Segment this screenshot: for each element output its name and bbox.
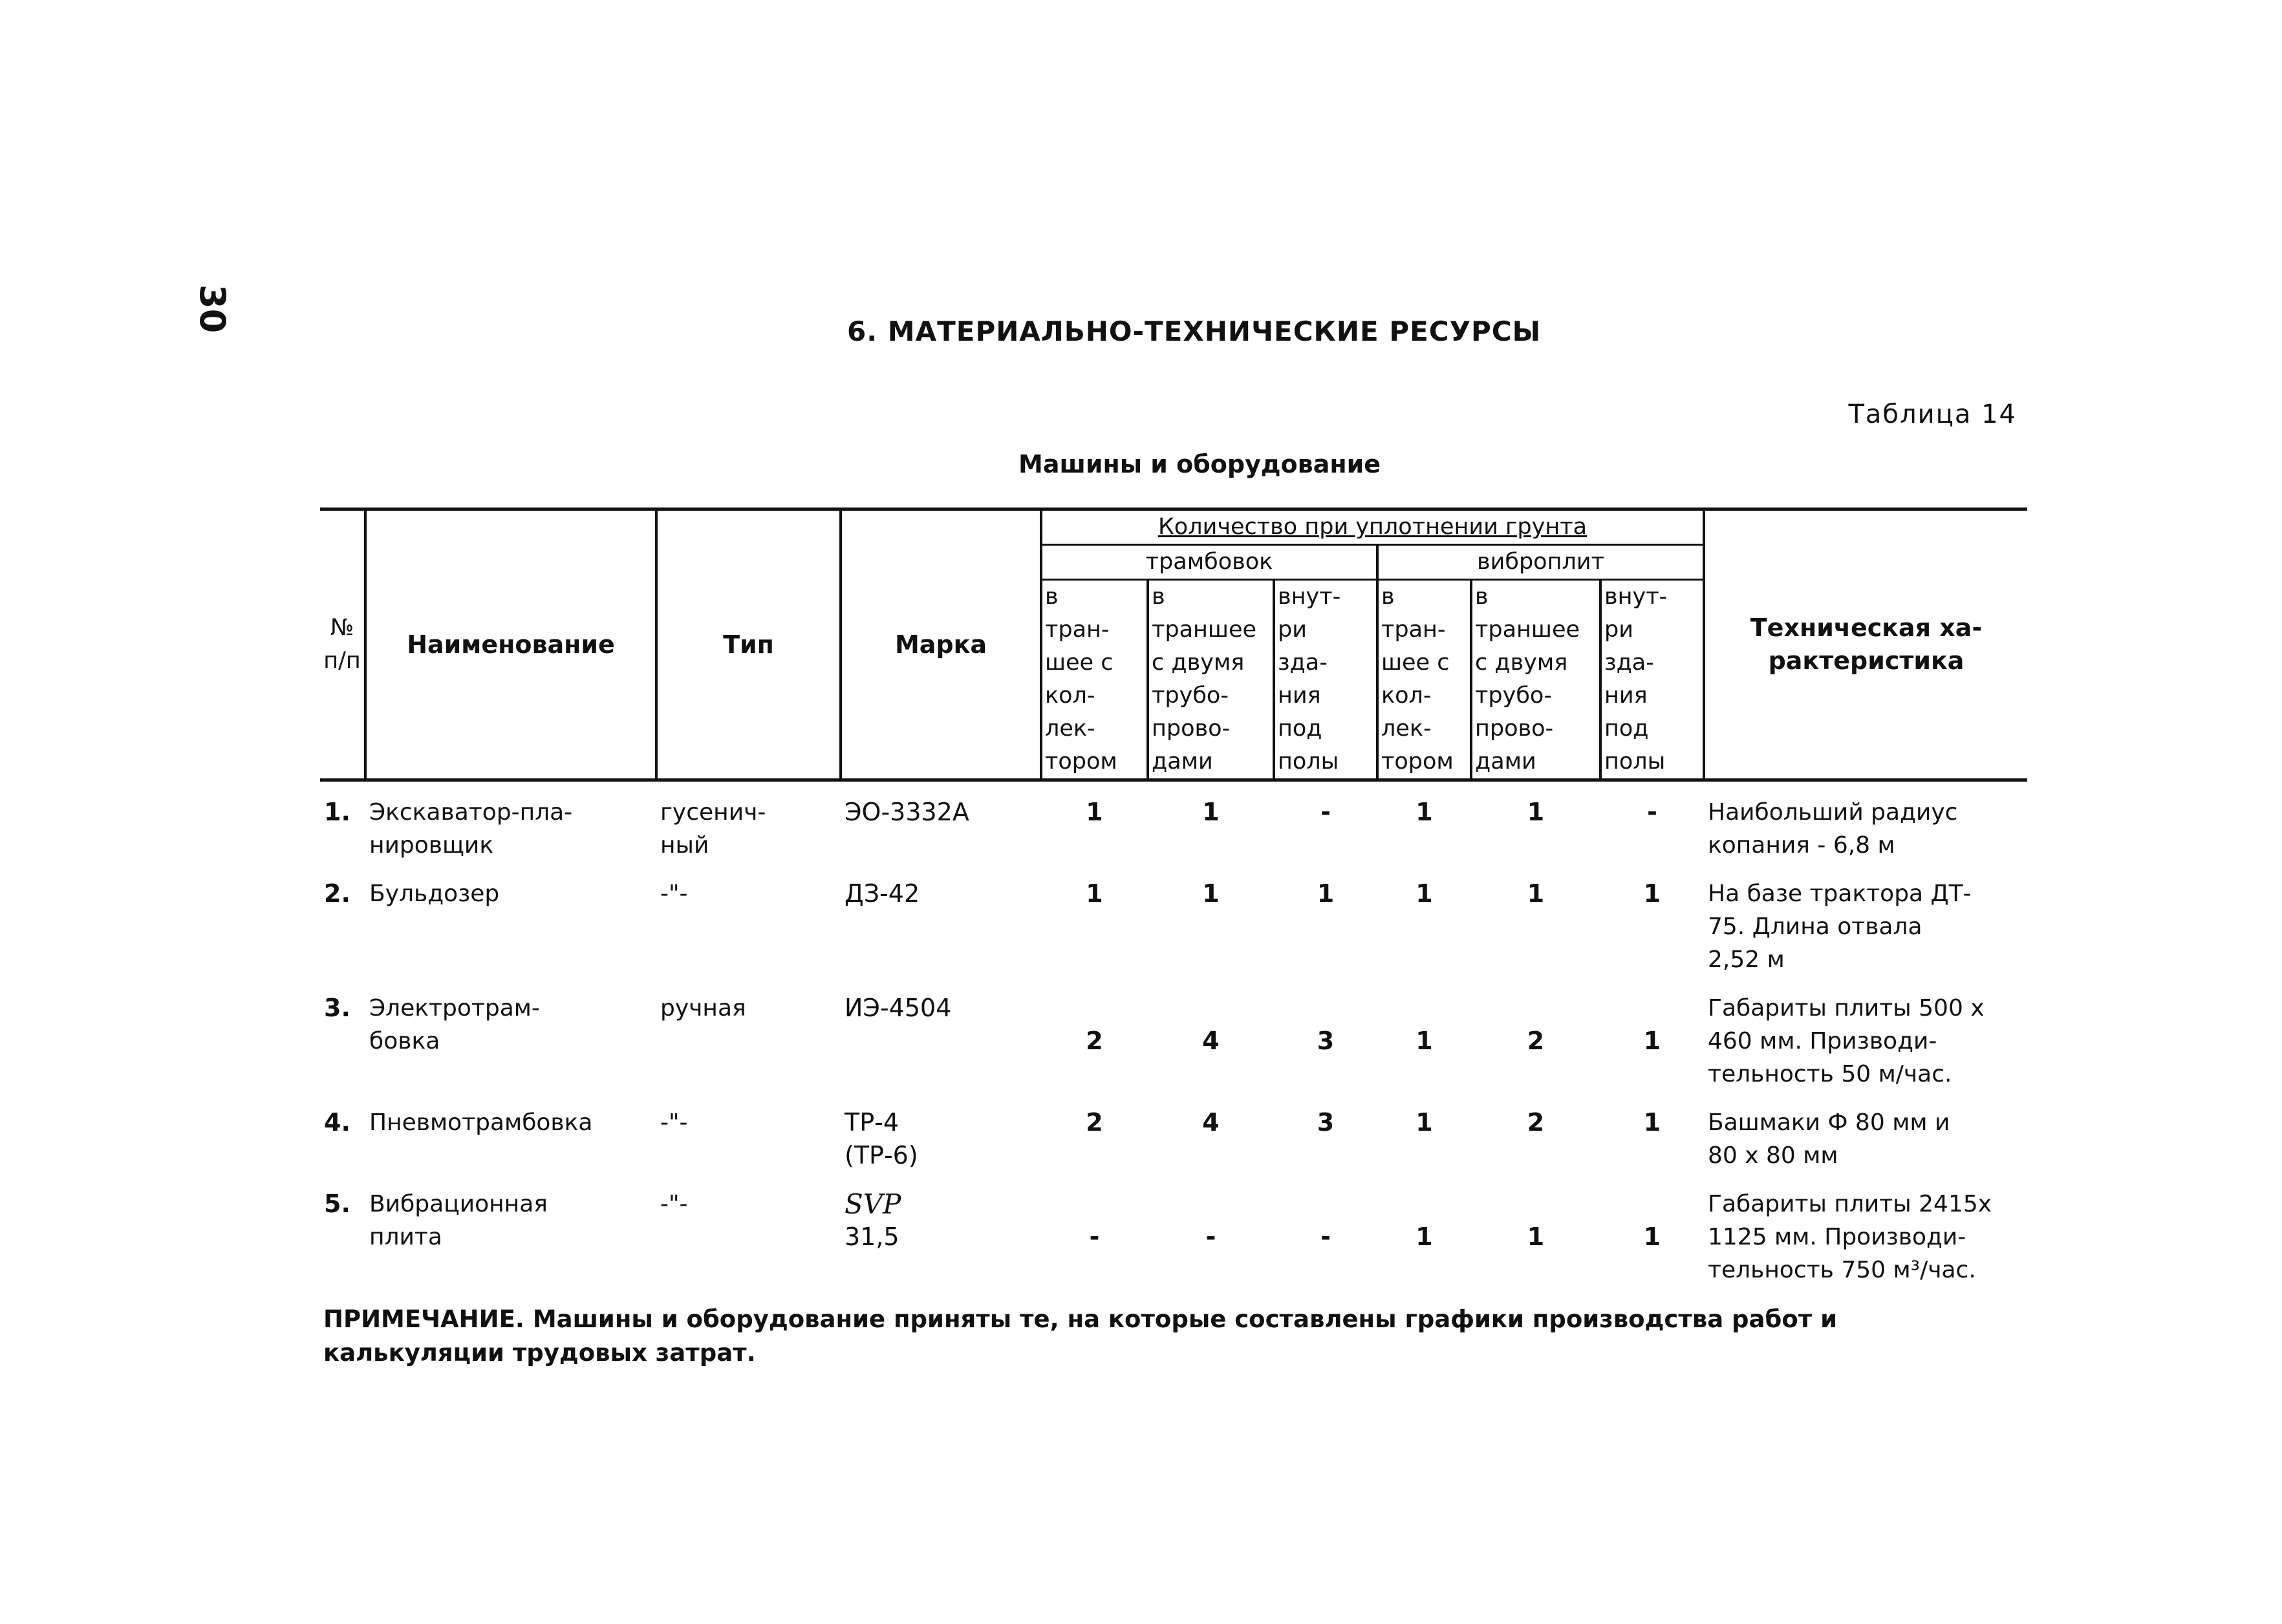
row-type: -"- [660, 1109, 688, 1136]
header-quantity-sub-1: в тран- шее с кол- лек- тором [1041, 580, 1148, 780]
row-quantity-1: 1 [1086, 798, 1103, 826]
row-quantity-2: - [1205, 1223, 1216, 1251]
header-tech: Техническая ха- рактеристика [1704, 509, 2027, 780]
row-quantity-1: - [1089, 1223, 1100, 1251]
row-number: 2. [324, 879, 350, 908]
row-type: гусенич- ный [660, 799, 766, 859]
row-quantity-3: 1 [1317, 879, 1335, 908]
handwritten-mark-note: SVP [845, 1188, 901, 1220]
row-name: Бульдозер [369, 881, 500, 907]
header-quantity-sub-4: в тран- шее с кол- лек- тором [1377, 580, 1471, 780]
row-mark: SVP 31,5 [841, 1188, 1041, 1302]
row-quantity-5: 1 [1527, 1223, 1545, 1251]
header-quantity-sub-5: в траншее с двумя трубо- прово- дами [1471, 580, 1600, 780]
table-caption: Машины и оборудование [1018, 450, 1381, 478]
table-row [320, 1106, 2027, 1188]
row-quantity-1: 1 [1086, 879, 1103, 908]
header-vibro-group: виброплит [1377, 545, 1704, 580]
row-mark: ИЭ-4504 [845, 994, 952, 1022]
row-quantity-6: - [1647, 798, 1657, 826]
row-tech: На базе трактора ДТ- 75. Длина отвала 2,52 м [1708, 881, 1972, 973]
row-tech: Габариты плиты 2415х 1125 мм. Производи- тельность 750 м³/час. [1708, 1191, 1992, 1283]
row-tech: Башмаки Ф 80 мм и 80 х 80 мм [1708, 1109, 1950, 1169]
row-name: Экскаватор-пла- нировщик [369, 799, 573, 859]
row-quantity-4: 1 [1415, 1108, 1433, 1137]
row-name: Пневмотрамбовка [369, 1109, 593, 1136]
page-number: 30 [192, 284, 233, 334]
row-mark: ДЗ-42 [845, 879, 920, 908]
header-quantity-sub-6: внут- ри зда- ния под полы [1600, 580, 1704, 780]
table-header [320, 509, 2027, 780]
header-tamper-group: трамбовок [1041, 545, 1377, 580]
row-quantity-6: 1 [1643, 1027, 1661, 1055]
table-note: ПРИМЕЧАНИЕ. Машины и оборудование приняты те, на которые составлены графики производства работ и калькуляции трудовых затрат. [323, 1305, 1838, 1367]
section-title: 6. МАТЕРИАЛЬНО-ТЕХНИЧЕСКИЕ РЕСУРСЫ [847, 315, 1542, 347]
header-name: Наименование [365, 509, 656, 780]
row-quantity-2: 1 [1202, 879, 1220, 908]
row-number: 5. [324, 1190, 350, 1218]
row-quantity-5: 2 [1527, 1108, 1545, 1137]
row-quantity-2: 1 [1202, 798, 1220, 826]
header-mark: Марка [841, 509, 1041, 780]
row-type: -"- [660, 881, 688, 907]
row-name: Вибрационная плита [369, 1191, 548, 1250]
row-number: 1. [324, 798, 350, 826]
row-mark: ЭО-3332А [845, 798, 969, 826]
row-quantity-3: 3 [1317, 1027, 1335, 1055]
row-quantity-2: 4 [1202, 1108, 1220, 1137]
header-quantity-sub-2: в траншее с двумя трубо- прово- дами [1148, 580, 1274, 780]
row-quantity-6: 1 [1643, 1223, 1661, 1251]
row-name: Электротрам- бовка [369, 995, 540, 1054]
row-quantity-1: 2 [1086, 1027, 1103, 1055]
row-quantity-5: 1 [1527, 879, 1545, 908]
row-quantity-3: - [1320, 1223, 1331, 1251]
row-tech: Наибольший радиус копания - 6,8 м [1708, 799, 1958, 859]
row-quantity-4: 1 [1415, 1027, 1433, 1055]
row-quantity-4: 1 [1415, 879, 1433, 908]
table-row [320, 780, 2027, 878]
row-quantity-6: 1 [1643, 1108, 1661, 1137]
table-row [320, 1188, 2027, 1302]
row-quantity-3: - [1320, 798, 1331, 826]
row-quantity-3: 3 [1317, 1108, 1335, 1137]
header-quantity-sub-3: внут- ри зда- ния под полы [1274, 580, 1377, 780]
machines-table [320, 508, 2027, 1302]
row-type: ручная [660, 995, 746, 1021]
row-quantity-2: 4 [1202, 1027, 1220, 1055]
row-mark: ТР-4 (ТР-6) [845, 1108, 918, 1170]
row-type: -"- [660, 1191, 688, 1217]
row-quantity-5: 1 [1527, 798, 1545, 826]
table-label: Таблица 14 [1848, 400, 2017, 429]
row-quantity-4: 1 [1415, 798, 1433, 826]
row-tech: Габариты плиты 500 х 460 мм. Призводи- тельность 50 м/час. [1708, 995, 1985, 1087]
table-row [320, 877, 2027, 992]
table-row [320, 992, 2027, 1106]
header-quantity-group: Количество при уплотнении грунта [1041, 509, 1704, 545]
header-no: № п/п [320, 509, 365, 780]
row-number: 3. [324, 994, 350, 1022]
table-body [320, 780, 2027, 1303]
row-quantity-4: 1 [1415, 1223, 1433, 1251]
row-quantity-6: 1 [1643, 879, 1661, 908]
row-quantity-1: 2 [1086, 1108, 1103, 1137]
row-number: 4. [324, 1108, 350, 1137]
row-quantity-5: 2 [1527, 1027, 1545, 1055]
header-type: Тип [656, 509, 841, 780]
